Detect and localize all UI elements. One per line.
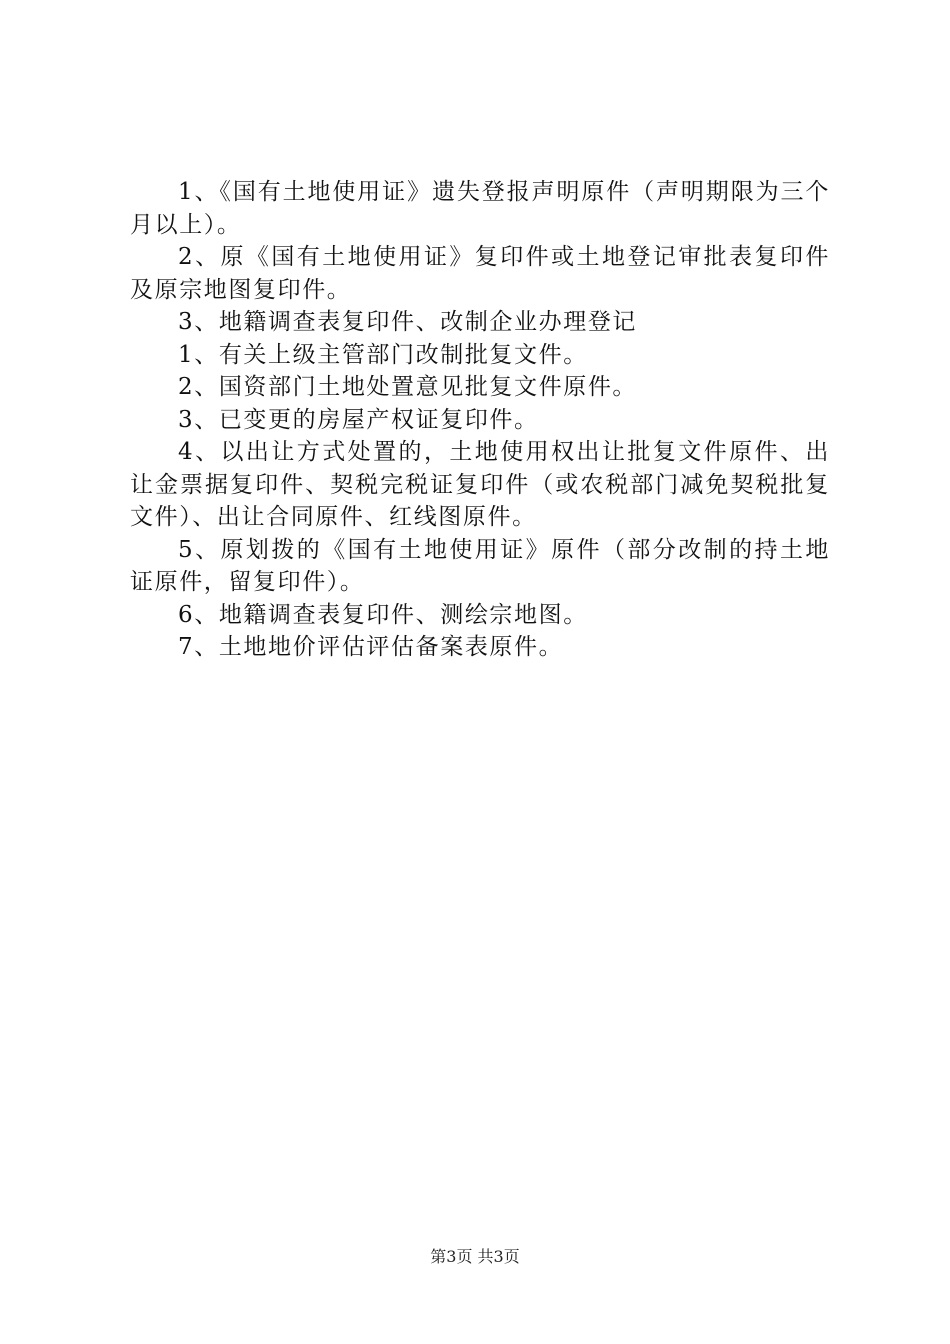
paragraph-2: 2、原《国有土地使用证》复印件或土地登记审批表复印件及原宗地图复印件。	[130, 244, 830, 303]
paragraph-3: 3、地籍调查表复印件、改制企业办理登记	[178, 309, 638, 335]
paragraph-8: 5、原划拨的《国有土地使用证》原件（部分改制的持土地证原件，留复印件）。	[130, 536, 830, 595]
paragraph-7: 4、以出让方式处置的，土地使用权出让批复文件原件、出让金票据复印件、契税完税证复印件（或农税部门减免契税批复文件）、出让合同原件、红线图原件。	[130, 439, 830, 530]
paragraph-1: 1、《国有土地使用证》遗失登报声明原件（声明期限为三个月以上）。	[130, 179, 830, 238]
paragraph-4: 1、有关上级主管部门改制批复文件。	[178, 341, 588, 368]
paragraph-9: 6、地籍调查表复印件、测绘宗地图。	[178, 601, 588, 628]
paragraph-10: 7、土地地价评估评估备案表原件。	[178, 634, 564, 660]
page-number-footer: 第3页 共3页	[430, 1247, 520, 1266]
document-body	[130, 176, 830, 664]
paragraph-6: 3、已变更的房屋产权证复印件。	[178, 406, 539, 433]
paragraph-5: 2、国资部门土地处置意见批复文件原件。	[178, 374, 638, 400]
